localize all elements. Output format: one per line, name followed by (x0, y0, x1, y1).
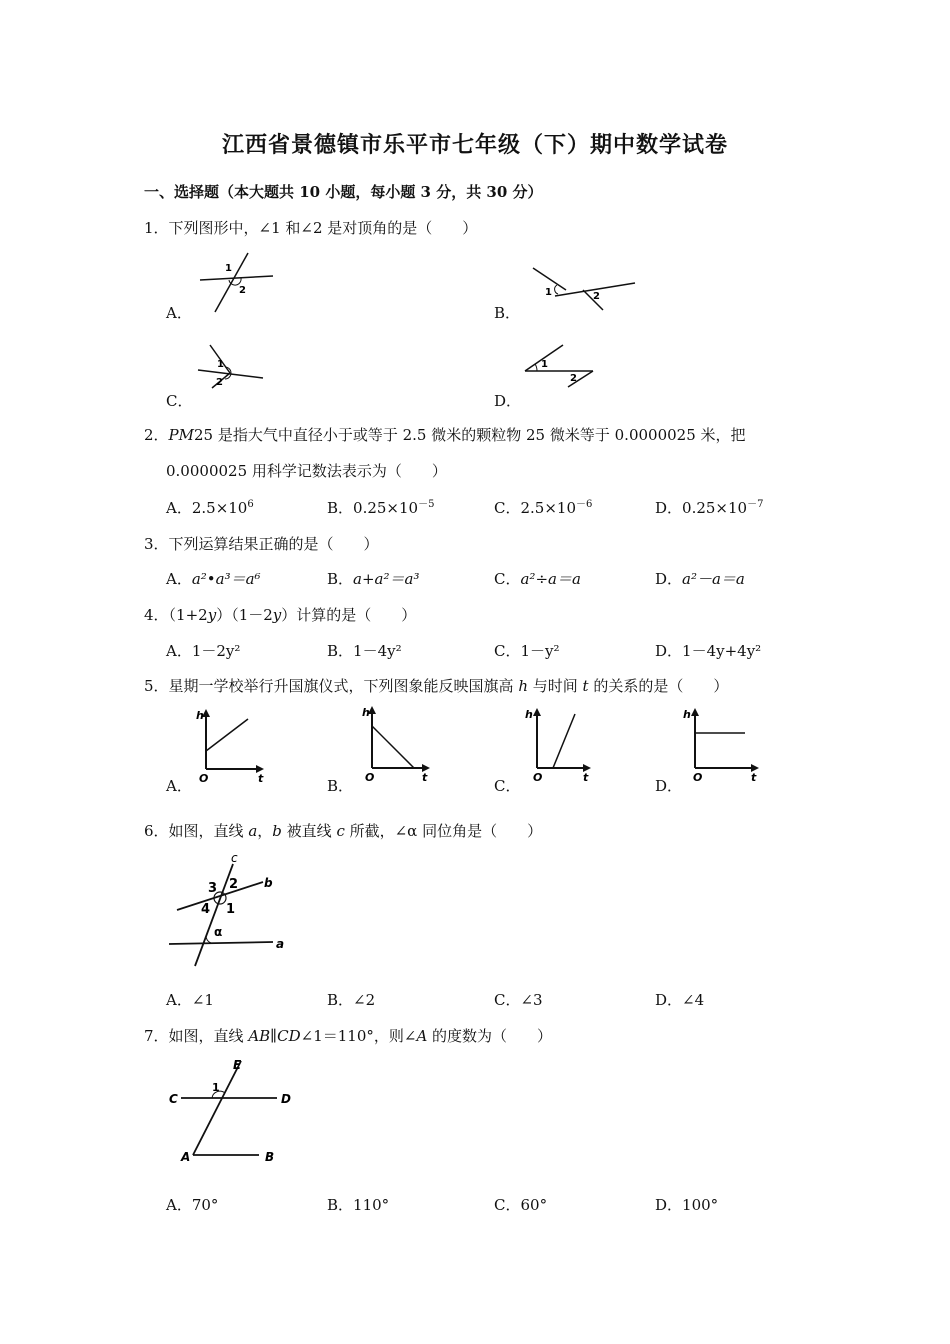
q6-option-c[interactable]: C．∠3 (494, 991, 543, 1009)
option-formula: 1－y² (520, 642, 560, 660)
line-c-label: c (231, 851, 238, 865)
q5-graph-a (196, 707, 271, 785)
q5-graph-b (362, 704, 437, 782)
option-formula: 1－4y² (353, 642, 402, 660)
q3-option-d[interactable] (655, 568, 745, 589)
q1-option-b[interactable]: B． (494, 304, 521, 322)
angle-2-label: 2 (229, 877, 239, 892)
stem-text: 所截，∠α 同位角是（ ） (344, 822, 543, 840)
option-letter: B． (327, 642, 354, 660)
q4-option-b[interactable] (327, 640, 402, 661)
q2-option-c[interactable] (494, 497, 592, 518)
label-1: 1 (545, 287, 552, 298)
var-y: y (272, 606, 282, 624)
var-ab: AB (248, 1027, 271, 1045)
option-formula: a²÷a＝a (520, 570, 581, 588)
axis-h-label: h (683, 708, 691, 721)
label-2: 2 (239, 285, 246, 296)
stem-text: 的度数为（ ） (427, 1027, 553, 1045)
angle-3-label: 3 (208, 881, 218, 896)
var-b: b (272, 822, 282, 840)
q3-option-a[interactable] (166, 568, 261, 589)
axis-t-label: t (751, 771, 757, 784)
axis-t-label: t (258, 772, 264, 785)
q3-option-c[interactable] (494, 568, 581, 589)
option-letter: A． (166, 570, 192, 588)
pm-text: PM (168, 426, 194, 444)
angle-1-label: 1 (212, 1081, 220, 1094)
q5-option-d[interactable]: D． (655, 777, 683, 795)
question-2-stem-line2: 0.0000025 用科学记数法表示为（ ） (166, 462, 447, 480)
option-formula: a²•a³＝a⁶ (191, 570, 261, 588)
stem-text: 7．如图，直线 (144, 1027, 249, 1045)
axis-h-label: h (196, 709, 204, 722)
stem-text: 4．（1+2 (144, 606, 208, 624)
q4-option-a[interactable] (166, 640, 240, 661)
q5-option-a[interactable]: A． (166, 777, 192, 795)
q2-option-d[interactable] (655, 497, 763, 518)
label-2: 2 (216, 377, 223, 388)
label-2: 2 (570, 373, 577, 384)
var-c: c (336, 822, 345, 840)
option-formula: 1－2y² (191, 642, 241, 660)
q7-option-a[interactable]: A．70° (166, 1196, 219, 1214)
exponent: 6 (247, 499, 254, 510)
option-letter: C． (494, 570, 521, 588)
question-6-stem (144, 820, 542, 841)
stem-text: 25 是指大气中直径小于或等于 2.5 微米的颗粒物 25 微米等于 0.0000025 米，把 (194, 426, 746, 444)
q5-option-b[interactable]: B． (327, 777, 354, 795)
axis-origin-label: O (693, 771, 703, 784)
exponent: －5 (418, 499, 435, 510)
var-t: t (582, 677, 589, 695)
stem-text: 5．星期一学校举行升国旗仪式，下列图象能反映国旗高 (144, 677, 519, 695)
section-heading: 一、选择题（本大题共 10 小题，每小题 3 分，共 30 分） (144, 183, 543, 201)
axis-origin-label: O (533, 771, 543, 784)
q6-option-b[interactable]: B．∠2 (327, 991, 376, 1009)
stem-text: ∠1＝110°，则∠ (300, 1027, 417, 1045)
line-b-label: b (264, 876, 273, 890)
option-formula: 1－4y+4y² (682, 642, 762, 660)
stem-text: 的关系的是（ ） (588, 677, 729, 695)
label-1: 1 (217, 359, 224, 370)
question-2-stem-line1 (144, 424, 746, 445)
stem-text: 6．如图，直线 (144, 822, 249, 840)
q4-option-d[interactable] (655, 640, 761, 661)
option-letter: A． (166, 642, 192, 660)
option-letter: D． (655, 570, 683, 588)
var-y: y (207, 606, 217, 624)
q5-graph-d (683, 706, 768, 782)
q3-option-b[interactable] (327, 568, 419, 589)
axis-h-label: h (362, 706, 370, 719)
question-7-stem (144, 1025, 552, 1046)
stem-text: 被直线 (281, 822, 337, 840)
question-3-stem: 3．下列运算结果正确的是（ ） (144, 535, 379, 553)
point-b-label: B (265, 1150, 275, 1164)
option-text: D．0.25×10 (655, 499, 748, 517)
axis-t-label: t (422, 771, 428, 784)
option-formula: a²－a＝a (682, 570, 745, 588)
q5-option-c[interactable]: C． (494, 777, 521, 795)
q1-figure-d (523, 343, 603, 391)
q6-option-a[interactable]: A．∠1 (166, 991, 214, 1009)
point-e-label: E (233, 1058, 242, 1072)
option-letter: B． (327, 570, 354, 588)
point-c-label: C (169, 1092, 178, 1106)
q7-option-d[interactable]: D．100° (655, 1196, 719, 1214)
exponent: －6 (576, 499, 593, 510)
parallel-symbol: ∥ (270, 1027, 278, 1045)
axis-origin-label: O (365, 771, 375, 784)
stem-text: ）计算的是（ ） (281, 606, 417, 624)
question-number: 2． (144, 426, 169, 444)
axis-h-label: h (525, 708, 533, 721)
point-a-label: A (181, 1150, 191, 1164)
option-text: B．0.25×10 (327, 499, 419, 517)
q6-figure (165, 850, 295, 970)
q7-option-b[interactable]: B．110° (327, 1196, 390, 1214)
question-4-stem (144, 604, 416, 625)
var-a: A (416, 1027, 428, 1045)
stem-text: ）（1－2 (216, 606, 273, 624)
option-text: A．2.5×10 (166, 499, 248, 517)
label-2: 2 (593, 291, 600, 302)
q1-option-c[interactable]: C． (166, 392, 193, 410)
option-formula: a+a²＝a³ (353, 570, 420, 588)
option-letter: D． (655, 642, 683, 660)
point-d-label: D (281, 1092, 291, 1106)
q1-figure-c (195, 343, 275, 391)
question-1-stem: 1．下列图形中，∠1 和∠2 是对顶角的是（ ） (144, 219, 478, 237)
angle-4-label: 4 (201, 902, 211, 917)
q5-graph-c (525, 706, 600, 782)
line-a-label: a (276, 937, 285, 951)
label-1: 1 (541, 359, 548, 370)
q1-option-a[interactable]: A． (166, 304, 192, 322)
option-text: C．2.5×10 (494, 499, 576, 517)
question-5-stem (144, 675, 728, 696)
q4-option-c[interactable] (494, 640, 560, 661)
angle-1-label: 1 (226, 902, 236, 917)
var-cd: CD (277, 1027, 301, 1045)
angle-alpha-label: α (214, 925, 223, 939)
q2-option-b[interactable] (327, 497, 434, 518)
exponent: －7 (747, 499, 764, 510)
page-title: 江西省景德镇市乐平市七年级（下）期中数学试卷 (221, 132, 728, 158)
q7-figure (165, 1055, 305, 1170)
option-letter: C． (494, 642, 521, 660)
label-1: 1 (225, 263, 232, 274)
q6-option-d[interactable]: D．∠4 (655, 991, 705, 1009)
stem-text: 与时间 (528, 677, 583, 695)
q7-option-c[interactable]: C．60° (494, 1196, 548, 1214)
q2-option-a[interactable] (166, 497, 254, 518)
stem-text: ， (257, 822, 273, 840)
axis-origin-label: O (199, 772, 209, 785)
var-h: h (518, 677, 528, 695)
var-a: a (248, 822, 258, 840)
axis-t-label: t (583, 771, 589, 784)
q1-option-d[interactable]: D． (494, 392, 522, 410)
q1-figure-a (195, 253, 285, 315)
q1-figure-b (525, 268, 645, 314)
